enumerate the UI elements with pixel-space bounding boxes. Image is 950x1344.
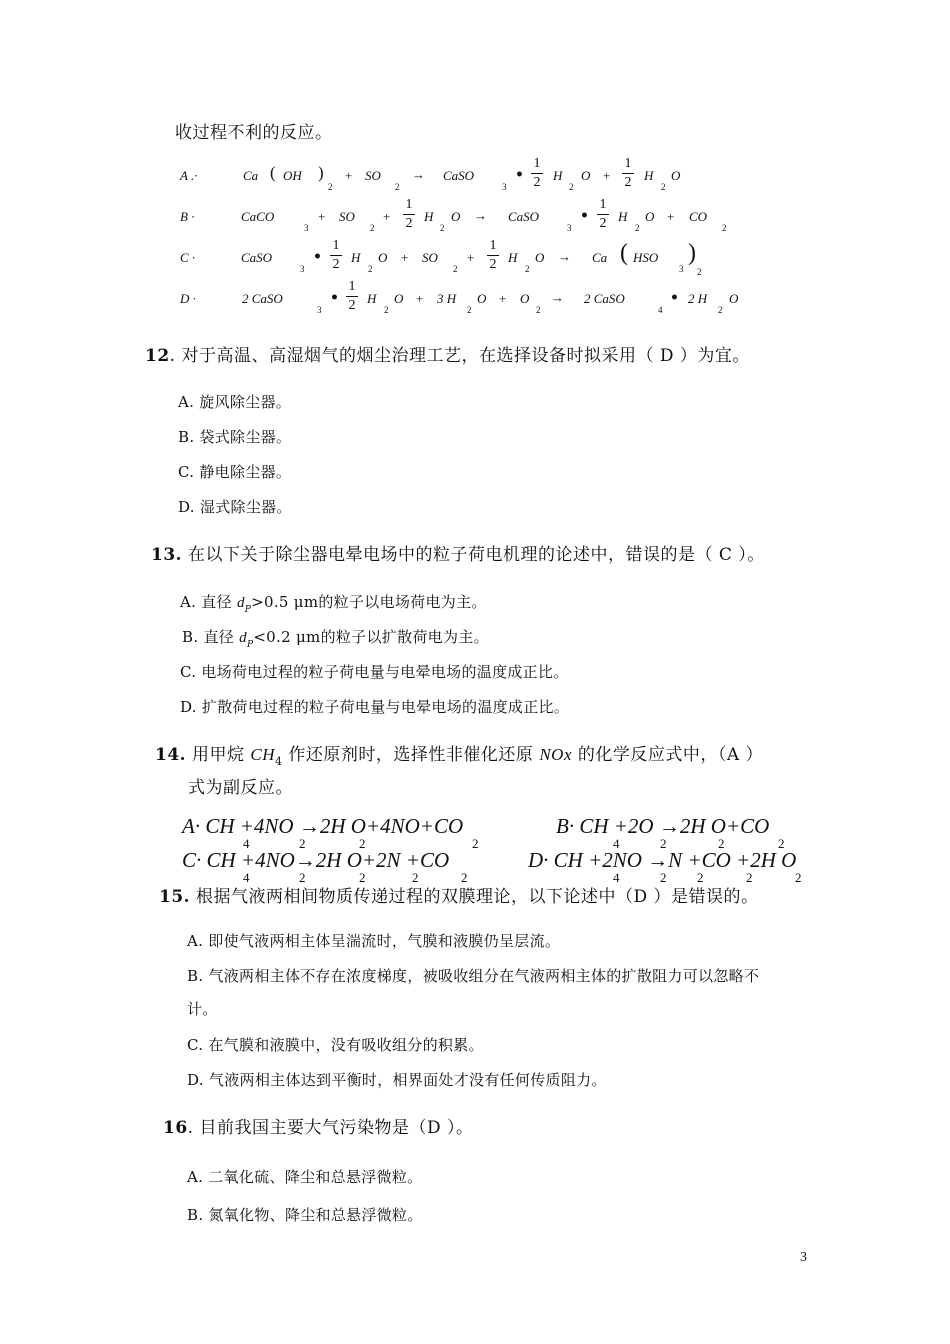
- formula-term: OH: [283, 168, 302, 183]
- option-b-formula: B· CH +2O →2H O+CO: [556, 814, 770, 838]
- subscript: 2: [359, 836, 366, 851]
- subscript: 4: [275, 755, 283, 768]
- option-prefix: B. 直径: [182, 628, 240, 646]
- subscript: 2: [440, 223, 445, 233]
- formula-term: O: [645, 209, 655, 224]
- subscript: 3: [300, 264, 305, 274]
- subscript: 2: [660, 870, 667, 885]
- option-b: B. 袋式除尘器。: [178, 428, 292, 446]
- plus-sign: +: [667, 209, 675, 224]
- question-text: . 目前我国主要大气污染物是（D ）。: [187, 1118, 474, 1138]
- subscript: 2: [746, 870, 753, 885]
- option-b: [182, 626, 489, 650]
- formula-term: CaCO: [241, 209, 275, 224]
- paren: ): [318, 163, 324, 182]
- plus-sign: +: [499, 291, 507, 306]
- formula-term: H: [424, 209, 434, 224]
- arrow: →: [558, 249, 571, 264]
- formula-term: O: [394, 291, 404, 306]
- subscript: P: [246, 640, 254, 650]
- formula-term: HSO: [633, 250, 659, 265]
- formula-term: H: [508, 250, 518, 265]
- question-text: . 对于高温、高湿烟气的烟尘治理工艺，在选择设备时拟采用（ D ）为宜。: [169, 346, 750, 366]
- option-text: <0.2 μm的粒子以扩散荷电为主。: [253, 628, 489, 646]
- paren: (: [270, 163, 276, 182]
- diameter-symbol: d: [236, 595, 245, 611]
- subscript: 2: [328, 182, 333, 192]
- subscript: 4: [243, 836, 250, 851]
- formula-term: H: [351, 250, 361, 265]
- subscript: 2: [718, 836, 725, 851]
- arrow: →: [412, 167, 425, 182]
- plus-sign: +: [416, 291, 424, 306]
- bullet-dot: •: [580, 208, 589, 224]
- option-a: A. 二氧化硫、降尘和总悬浮微粒。: [187, 1168, 423, 1186]
- option-d-formula: D· CH +2NO →N +CO +2H O: [528, 848, 797, 872]
- paren: (: [620, 240, 628, 266]
- subscript: 3: [304, 223, 309, 233]
- formula-term: O: [671, 168, 681, 183]
- option-b: B. 氮氧化物、降尘和总悬浮微粒。: [187, 1206, 423, 1224]
- question-stem: [155, 740, 764, 768]
- formula-term: Ca: [592, 250, 608, 265]
- subscript: 2: [467, 305, 472, 315]
- subscript: 2: [661, 182, 666, 192]
- question-stem: [159, 882, 759, 907]
- subscript: 2: [660, 836, 667, 851]
- formula-term: CaSO: [508, 209, 540, 224]
- formula-term: CaSO: [443, 168, 475, 183]
- fraction: 1 2: [597, 197, 609, 232]
- option-c: C. 静电除尘器。: [178, 463, 292, 481]
- option-text: >0.5 μm的粒子以电场荷电为主。: [251, 593, 487, 611]
- option-a-formula: A· CH +4NO →2H O+4NO+CO: [182, 814, 464, 838]
- subscript: 3: [567, 223, 572, 233]
- formula-term: SO: [422, 250, 438, 265]
- fraction: 1 2: [531, 156, 543, 191]
- formula-term: CO: [689, 209, 708, 224]
- bullet-dot: •: [330, 290, 339, 306]
- question-number: 14.: [155, 745, 187, 765]
- question-text: 根据气液两相间物质传递过程的双膜理论，以下论述中（D ）是错误的。: [195, 887, 759, 907]
- subscript: 2: [795, 870, 802, 885]
- option-b: B. 气液两相主体不存在浓度梯度，被吸收组分在气液两相主体的扩散阻力可以忽略不: [187, 967, 760, 985]
- formula-term: O: [477, 291, 487, 306]
- question-stem: [145, 341, 750, 366]
- subscript: 2: [722, 223, 727, 233]
- subscript: P: [244, 605, 252, 615]
- subscript: 2: [359, 870, 366, 885]
- option-letter: A .·: [180, 168, 198, 183]
- subscript: 2: [569, 182, 574, 192]
- option-c: C. 电场荷电过程的粒子荷电量与电晕电场的温度成正比。: [180, 663, 569, 681]
- option-letter: C ·: [180, 250, 196, 265]
- fraction: 1 2: [622, 156, 634, 191]
- question-stem-line2: 式为副反应。: [188, 778, 293, 798]
- formula-term: CaSO: [241, 250, 273, 265]
- question-number: 13.: [151, 545, 183, 565]
- option-a: A. 旋风除尘器。: [178, 393, 292, 411]
- subscript: 2: [697, 267, 702, 277]
- formula-term: 2 CaSO: [242, 291, 283, 306]
- plus-sign: +: [383, 209, 391, 224]
- question-text: 在以下关于除尘器电晕电场中的粒子荷电机理的论述中，错误的是（ C ）。: [187, 545, 765, 565]
- subscript: 2: [368, 264, 373, 274]
- bullet-dot: •: [670, 290, 679, 306]
- plus-sign: +: [401, 250, 409, 265]
- subscript: 3: [317, 305, 322, 315]
- bullet-dot: •: [313, 249, 322, 265]
- formula-term: O: [581, 168, 591, 183]
- option-d: D. 气液两相主体达到平衡时，相界面处才没有任何传质阻力。: [187, 1071, 607, 1089]
- option-prefix: A. 直径: [180, 593, 237, 611]
- subscript: 2: [472, 836, 479, 851]
- fraction: 1 2: [487, 238, 499, 273]
- subscript: 2: [461, 870, 468, 885]
- question-text: 用甲烷: [191, 745, 251, 765]
- formula-term: H: [618, 209, 628, 224]
- subscript: 2: [718, 305, 723, 315]
- option-c-formula: C· CH +4NO→2H O+2N +CO: [182, 848, 450, 872]
- question-stem: [151, 540, 765, 565]
- question-number: 16: [163, 1118, 188, 1138]
- fraction: 1 2: [346, 279, 358, 314]
- diameter-symbol: d: [239, 630, 247, 646]
- paren: ): [688, 240, 696, 266]
- plus-sign: +: [345, 168, 353, 183]
- subscript: 4: [613, 870, 620, 885]
- formula-term: O: [729, 291, 739, 306]
- subscript: 3: [502, 182, 507, 192]
- subscript: 2: [299, 870, 306, 885]
- option-d: D. 湿式除尘器。: [178, 498, 292, 516]
- arrow: →: [551, 290, 564, 305]
- subscript: 4: [243, 870, 250, 885]
- plus-sign: +: [603, 168, 611, 183]
- arrow: →: [474, 208, 487, 223]
- formula-term: SO: [365, 168, 381, 183]
- option-d: D. 扩散荷电过程的粒子荷电量与电晕电场的温度成正比。: [180, 698, 570, 716]
- subscript: 2: [299, 836, 306, 851]
- bullet-dot: •: [515, 167, 524, 183]
- question-stem: [163, 1113, 474, 1138]
- subscript: 2: [384, 305, 389, 315]
- subscript: 2: [536, 305, 541, 315]
- formula-term: 2 H: [688, 291, 708, 306]
- subscript: 2: [778, 836, 785, 851]
- option-b-continued: 计。: [187, 1000, 218, 1018]
- question-text: 作还原剂时，选择性非催化还原: [282, 745, 540, 765]
- fraction: 1 2: [330, 238, 342, 273]
- subscript: 2: [453, 264, 458, 274]
- formula-term: H: [644, 168, 654, 183]
- question-number: 15.: [159, 887, 191, 907]
- question-text: 的化学反应式中，（A ）: [572, 745, 764, 765]
- question-number: 12: [145, 346, 170, 366]
- methane-formula: CH: [250, 745, 276, 764]
- option-c: C. 在气膜和液膜中，没有吸收组分的积累。: [187, 1036, 484, 1054]
- subscript: 2: [395, 182, 400, 192]
- formula-term: SO: [339, 209, 355, 224]
- formula-term: O: [535, 250, 545, 265]
- fraction: 1 2: [403, 197, 415, 232]
- plus-sign: +: [318, 209, 326, 224]
- subscript: 2: [635, 223, 640, 233]
- option-a: [180, 591, 487, 615]
- subscript: 2: [525, 264, 530, 274]
- option-letter: B ·: [180, 209, 195, 224]
- plus-sign: +: [467, 250, 475, 265]
- page-number: 3: [800, 1250, 807, 1265]
- nox-formula: NOx: [539, 745, 572, 764]
- formula-term: H: [553, 168, 563, 183]
- subscript: 3: [679, 264, 684, 274]
- formula-term: O: [520, 291, 530, 306]
- formula-term: O: [451, 209, 461, 224]
- subscript: 2: [697, 870, 704, 885]
- intro-line: 收过程不利的反应。: [175, 123, 333, 143]
- formula-term: H: [367, 291, 377, 306]
- formula-term: O: [378, 250, 388, 265]
- option-letter: D ·: [180, 291, 196, 306]
- subscript: 2: [412, 870, 419, 885]
- formula-term: Ca: [243, 168, 259, 183]
- subscript: 4: [613, 836, 620, 851]
- subscript: 2: [370, 223, 375, 233]
- option-a: A. 即使气液两相主体呈湍流时，气膜和液膜仍呈层流。: [187, 932, 561, 950]
- formula-term: 2 CaSO: [584, 291, 625, 306]
- subscript: 4: [658, 305, 663, 315]
- formula-term: 3 H: [437, 291, 457, 306]
